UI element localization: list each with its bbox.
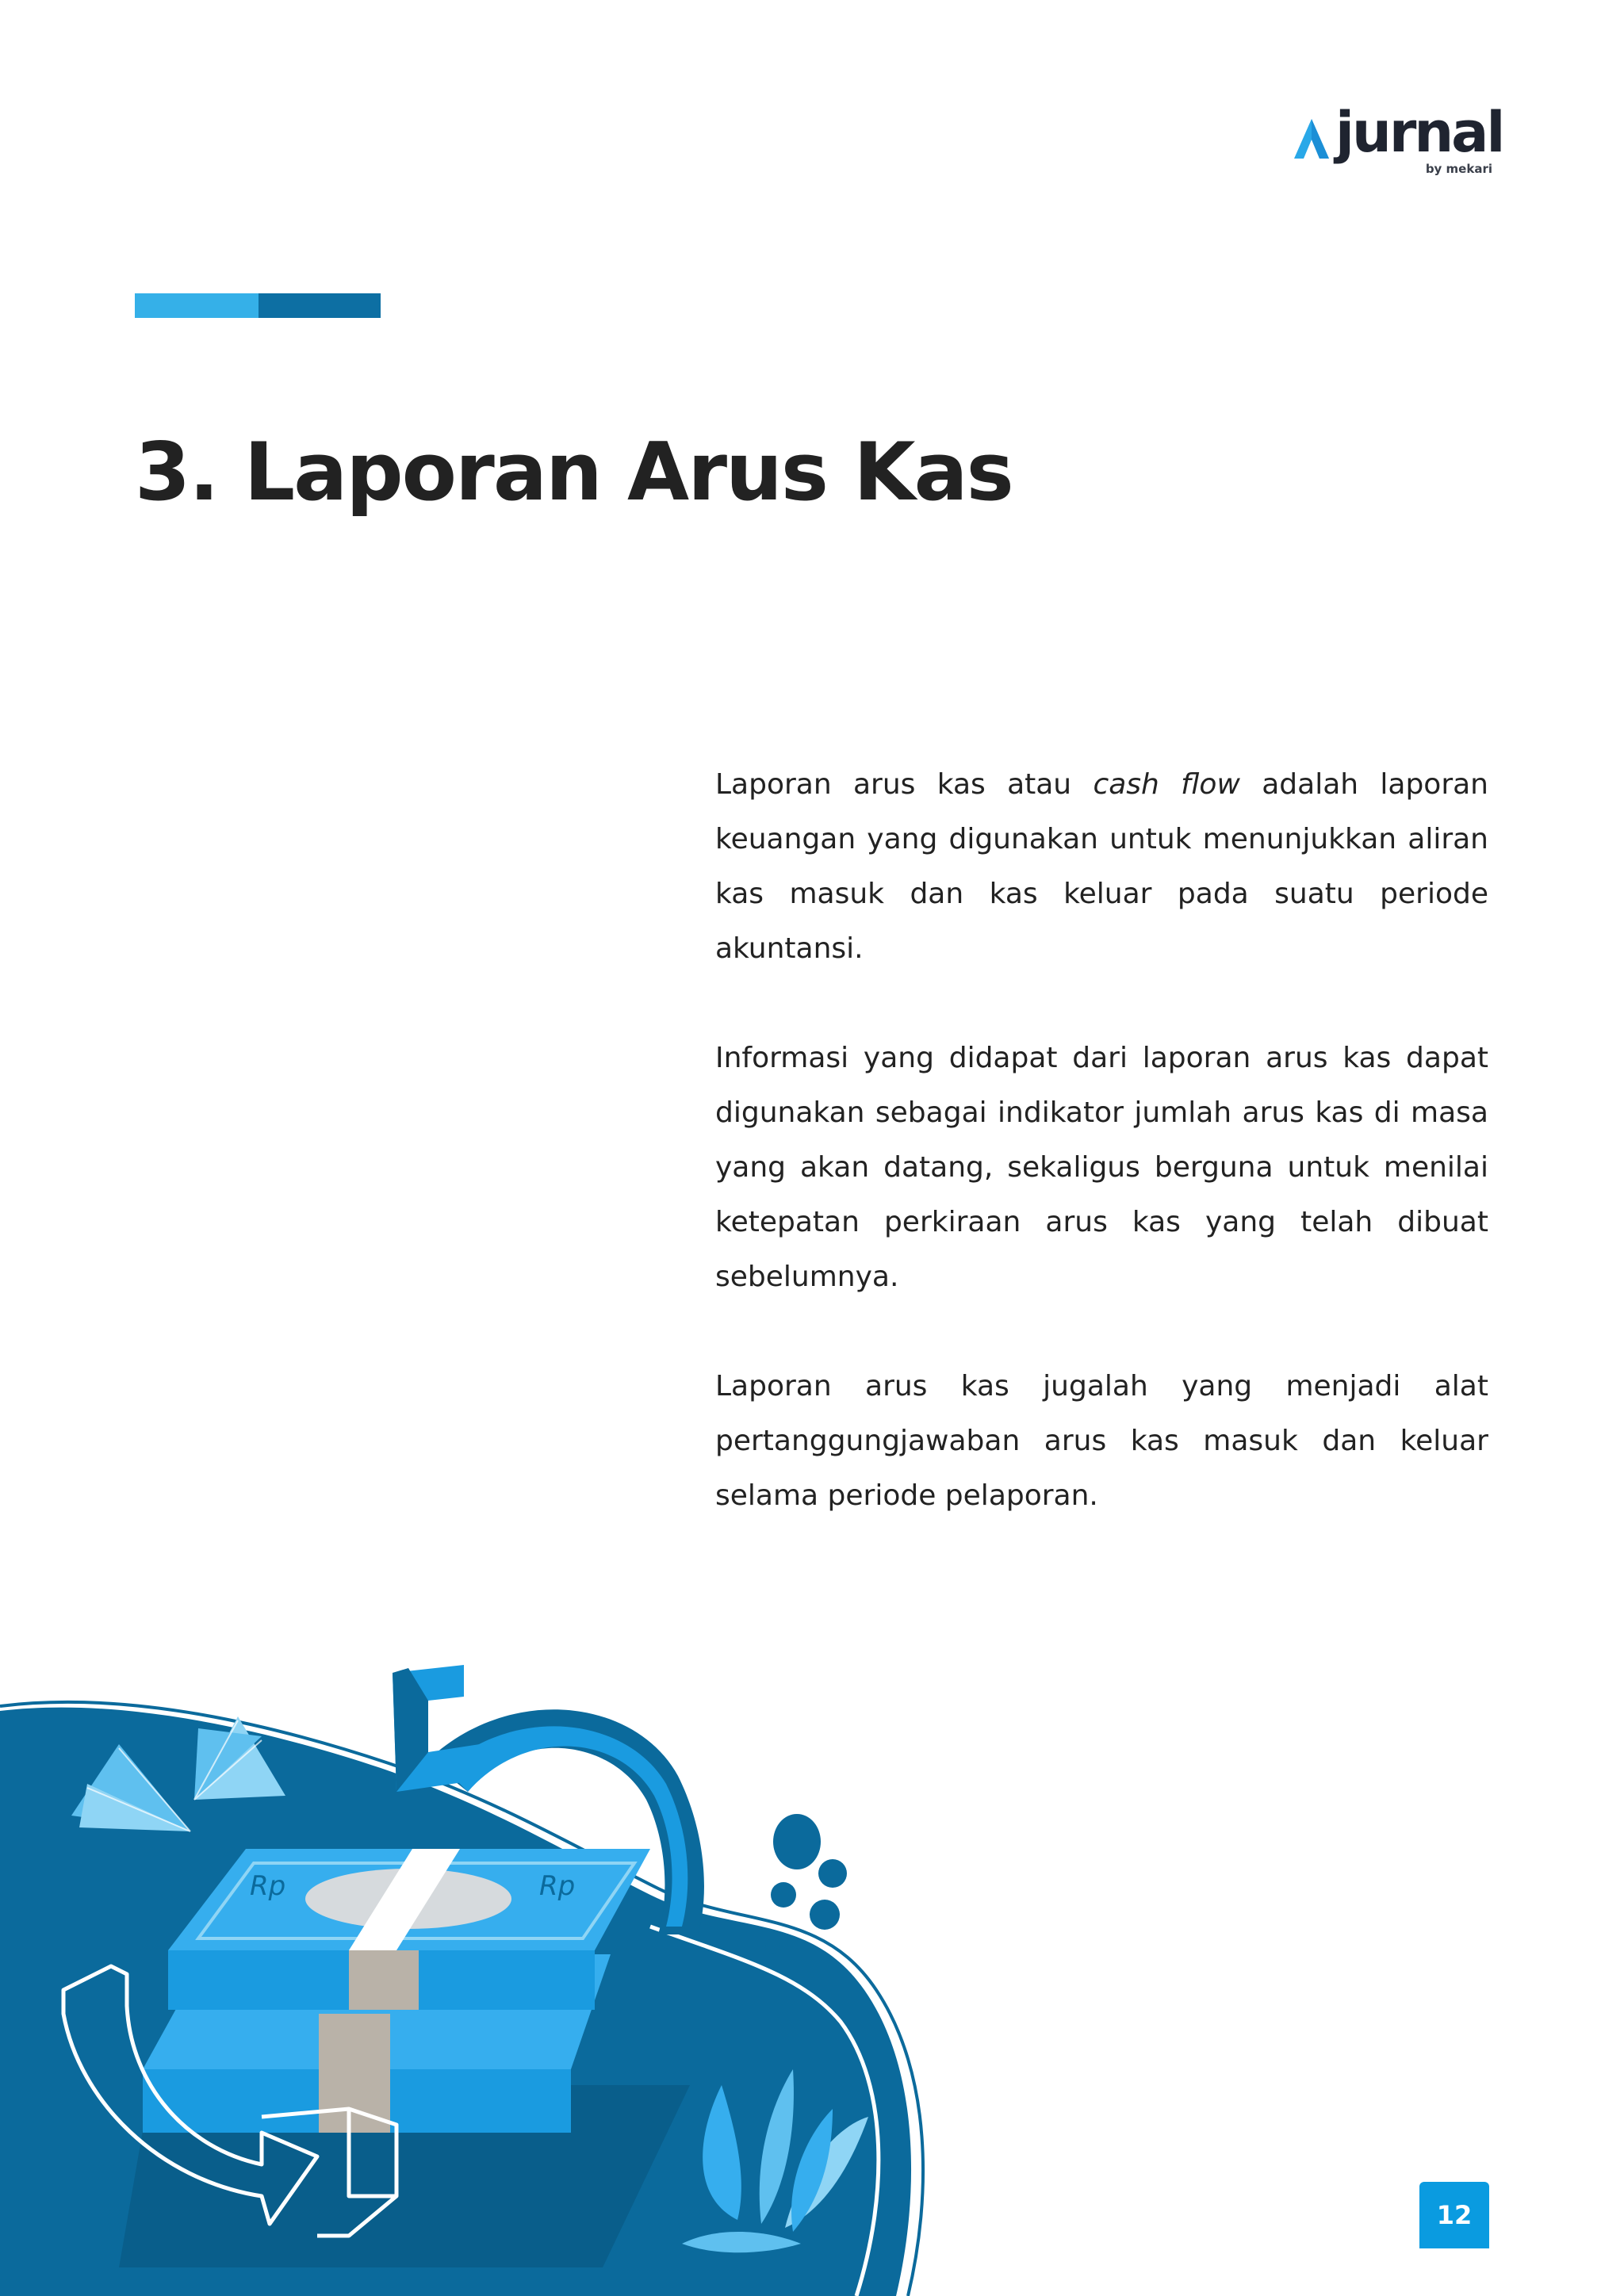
accent-bar — [135, 293, 381, 318]
p1-italic-term: cash flow — [1093, 768, 1240, 801]
paragraph-3: Laporan arus kas jugalah yang menjadi alat pertanggungjawaban arus kas masuk dan keluar selama periode pelaporan. — [715, 1370, 1488, 1512]
paragraph-2: Informasi yang didapat dari laporan arus kas dapat digunakan sebagai indikator jumlah arus kas di masa yang akan datang, sekaligus berguna untuk menilai ketepatan perkiraan arus kas yang telah dibuat sebelumnya. — [715, 1042, 1488, 1293]
currency-label-right: Rp — [539, 1870, 576, 1902]
page-number-badge: 12 — [1419, 2182, 1489, 2248]
p1-text-end: adalah laporan keuangan yang digunakan untuk menunjukkan aliran kas masuk dan kas keluar pada suatu periode akuntansi. — [715, 768, 1488, 965]
brand-byline: by mekari — [1425, 162, 1492, 176]
currency-label-left: Rp — [250, 1870, 286, 1902]
p1-text-start: Laporan arus kas atau — [715, 768, 1094, 801]
brand-name: jurnal — [1335, 100, 1503, 165]
paragraph-1 — [715, 757, 1488, 976]
body-text — [715, 757, 1488, 1523]
accent-bar-dark — [259, 293, 381, 318]
accent-bar-light — [135, 293, 259, 318]
jurnal-logo-icon — [1294, 119, 1329, 160]
cash-flow-illustration — [0, 1641, 1063, 2296]
page-title: 3. Laporan Arus Kas — [135, 425, 1013, 519]
jurnal-logo — [1294, 100, 1503, 181]
money-stack-top — [168, 1849, 650, 2010]
